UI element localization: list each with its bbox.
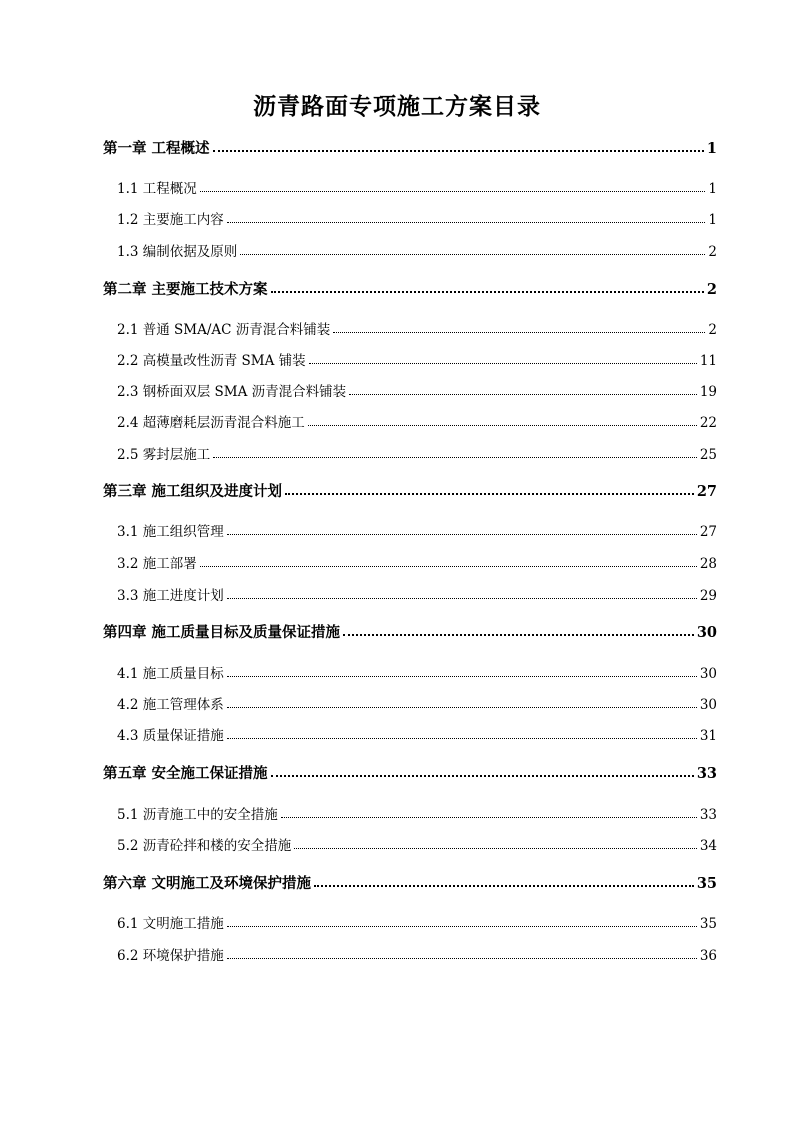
toc-entry-label: 4.3 质量保证措施: [117, 728, 224, 744]
toc-entry-label: 第二章 主要施工技术方案: [103, 281, 268, 298]
toc-chapter-entry[interactable]: [103, 480, 717, 501]
toc-entry-label: 3.3 施工进度计划: [117, 588, 224, 604]
toc-page-number: 35: [696, 875, 717, 892]
toc-section-entry[interactable]: [117, 662, 717, 682]
toc-entry-label: 2.3 钢桥面双层 SMA 沥青混合料铺装: [117, 384, 347, 400]
toc-page-number: 11: [699, 353, 717, 369]
toc-chapter-entry[interactable]: [103, 137, 717, 158]
toc-dot-leader: [213, 456, 697, 458]
toc-chapter-entry[interactable]: [103, 872, 717, 893]
toc-dot-leader: [285, 492, 694, 495]
toc-entry-label: 第一章 工程概述: [103, 140, 210, 157]
toc-dot-leader: [227, 221, 706, 223]
toc-page-number: 2: [708, 244, 717, 260]
toc-section-entry[interactable]: [117, 443, 717, 463]
toc-entry-label: 第五章 安全施工保证措施: [103, 765, 268, 782]
toc-entry-label: 4.1 施工质量目标: [117, 666, 224, 682]
toc-section-entry[interactable]: [117, 520, 717, 540]
toc-dot-leader: [227, 597, 697, 599]
toc-dot-leader: [227, 957, 697, 959]
toc-section-entry[interactable]: [117, 240, 717, 260]
toc-page-number: 31: [699, 728, 717, 744]
toc-page-number: 2: [706, 281, 717, 298]
toc-dot-leader: [294, 847, 697, 849]
toc-page-number: 34: [699, 838, 717, 854]
toc-dot-leader: [227, 675, 697, 677]
toc-section-entry[interactable]: [117, 584, 717, 604]
toc-section-entry[interactable]: [117, 208, 717, 228]
toc-page-number: 27: [696, 483, 717, 500]
toc-page-number: 1: [708, 212, 717, 228]
toc-section-entry[interactable]: [117, 803, 717, 823]
toc-entry-label: 4.2 施工管理体系: [117, 697, 224, 713]
toc-entry-label: 2.4 超薄磨耗层沥青混合料施工: [117, 415, 305, 431]
toc-page-number: 30: [699, 697, 717, 713]
toc-dot-leader: [227, 737, 697, 739]
toc-page-number: 1: [706, 140, 717, 157]
toc-dot-leader: [343, 633, 694, 636]
toc-section-entry[interactable]: [117, 411, 717, 431]
toc-section-entry[interactable]: [117, 834, 717, 854]
toc-chapter-entry[interactable]: [103, 278, 717, 299]
toc-dot-leader: [349, 393, 697, 395]
toc-dot-leader: [240, 253, 705, 255]
toc-page-number: 29: [699, 588, 717, 604]
toc-page-number: 36: [699, 948, 717, 964]
toc-page-number: 30: [699, 666, 717, 682]
toc-entry-label: 2.2 高模量改性沥青 SMA 铺装: [117, 353, 306, 369]
toc-page-number: 28: [699, 556, 717, 572]
toc-entry-label: 6.2 环境保护措施: [117, 948, 224, 964]
toc-section-entry[interactable]: [117, 912, 717, 932]
toc-dot-leader: [227, 706, 697, 708]
toc-dot-leader: [200, 190, 706, 192]
toc-entry-label: 5.1 沥青施工中的安全措施: [117, 807, 278, 823]
toc-section-entry[interactable]: [117, 724, 717, 744]
toc-page-number: 25: [699, 447, 717, 463]
document-title: 沥青路面专项施工方案目录: [253, 93, 541, 120]
toc-page-number: 30: [696, 624, 717, 641]
toc-dot-leader: [213, 149, 704, 152]
toc-chapter-entry[interactable]: [103, 762, 717, 783]
toc-dot-leader: [308, 424, 697, 426]
toc-entry-label: 3.1 施工组织管理: [117, 524, 224, 540]
toc-entry-label: 6.1 文明施工措施: [117, 916, 224, 932]
toc-entry-label: 第六章 文明施工及环境保护措施: [103, 875, 312, 892]
toc-page-number: 1: [708, 181, 717, 197]
toc-page-number: 27: [699, 524, 717, 540]
toc-dot-leader: [271, 774, 694, 777]
toc-page-number: 2: [708, 322, 717, 338]
toc-dot-leader: [309, 362, 697, 364]
toc-section-entry[interactable]: [117, 944, 717, 964]
toc-section-entry[interactable]: [117, 177, 717, 197]
toc-page-number: 33: [696, 765, 717, 782]
toc-entry-label: 5.2 沥青砼拌和楼的安全措施: [117, 838, 292, 854]
toc-section-entry[interactable]: [117, 693, 717, 713]
toc-section-entry[interactable]: [117, 380, 717, 400]
toc-dot-leader: [227, 533, 697, 535]
toc-dot-leader: [200, 565, 697, 567]
toc-entry-label: 1.1 工程概况: [117, 181, 197, 197]
toc-dot-leader: [271, 290, 704, 293]
toc-section-entry[interactable]: [117, 318, 717, 338]
toc-entry-label: 1.3 编制依据及原则: [117, 244, 238, 260]
toc-page-number: 33: [699, 807, 717, 823]
toc-entry-label: 3.2 施工部署: [117, 556, 197, 572]
toc-entry-label: 2.1 普通 SMA/AC 沥青混合料铺装: [117, 322, 331, 338]
toc-section-entry[interactable]: [117, 349, 717, 369]
toc-page-number: 19: [699, 384, 717, 400]
toc-page-number: 22: [699, 415, 717, 431]
toc-dot-leader: [333, 331, 705, 333]
toc-dot-leader: [281, 816, 697, 818]
toc-entry-label: 1.2 主要施工内容: [117, 212, 224, 228]
toc-entry-label: 第四章 施工质量目标及质量保证措施: [103, 624, 341, 641]
toc-page-number: 35: [699, 916, 717, 932]
toc-entry-label: 2.5 雾封层施工: [117, 447, 211, 463]
toc-dot-leader: [314, 884, 694, 887]
toc-entry-label: 第三章 施工组织及进度计划: [103, 483, 283, 500]
toc-chapter-entry[interactable]: [103, 621, 717, 642]
toc-section-entry[interactable]: [117, 552, 717, 572]
toc-dot-leader: [227, 925, 697, 927]
